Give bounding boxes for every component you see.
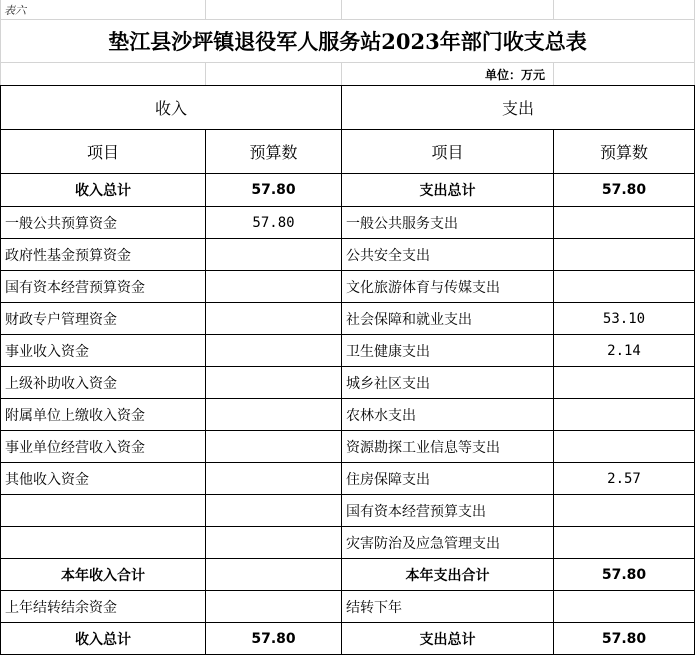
expense-value	[554, 367, 694, 398]
income-value	[206, 431, 341, 462]
expense-item: 文化旅游体育与传媒支出	[346, 279, 500, 296]
income-item: 财政专户管理资金	[5, 311, 117, 328]
income-value	[206, 463, 341, 494]
income-value	[206, 303, 341, 334]
income-item: 附属单位上缴收入资金	[5, 407, 145, 424]
gridline	[341, 0, 342, 19]
expense-item: 卫生健康支出	[346, 343, 430, 360]
income-value: 57.80	[252, 214, 295, 231]
gridline	[205, 0, 206, 19]
expense-total-value: 57.80	[601, 182, 647, 198]
year-income-total-label: 本年收入合计	[61, 567, 145, 584]
carry-forward-expense-value	[554, 591, 694, 622]
income-value	[206, 367, 341, 398]
income-value	[206, 335, 341, 366]
expense-value: 53.10	[602, 310, 646, 327]
expense-value	[554, 431, 694, 462]
income-item: 事业单位经营收入资金	[5, 439, 145, 456]
expense-value	[554, 495, 694, 526]
expense-item: 城乡社区支出	[346, 375, 430, 392]
income-total-value: 57.80	[251, 182, 296, 198]
income-grand-total-value: 57.80	[251, 630, 296, 647]
expense-value	[554, 239, 694, 270]
expense-item-header: 项目	[431, 143, 464, 162]
income-item	[1, 495, 205, 526]
page-title: 垫江县沙坪镇退役军人服务站2023年部门收支总表	[108, 29, 587, 54]
expense-item: 资源勘探工业信息等支出	[346, 439, 500, 456]
income-item-header: 项目	[86, 143, 119, 162]
income-item: 上级补助收入资金	[5, 375, 117, 392]
year-income-total-value	[206, 559, 341, 590]
unit-label: 单位：万元	[484, 67, 545, 82]
gridline	[205, 62, 206, 85]
income-value	[206, 527, 341, 558]
expense-grand-total-label: 支出总计	[419, 631, 476, 648]
income-value	[206, 495, 341, 526]
income-item	[1, 527, 205, 558]
expense-value: 2.57	[607, 470, 641, 487]
year-expense-total-label: 本年支出合计	[405, 567, 490, 584]
expense-item: 一般公共服务支出	[346, 215, 458, 232]
carry-forward-expense-label: 结转下年	[346, 599, 402, 616]
income-value	[206, 271, 341, 302]
income-item: 其他收入资金	[5, 471, 89, 488]
gridline	[553, 0, 554, 19]
expense-item: 农林水支出	[346, 407, 416, 424]
expense-total-label: 支出总计	[419, 183, 476, 199]
income-value	[206, 239, 341, 270]
year-expense-total-value: 57.80	[601, 566, 647, 583]
expense-value	[554, 527, 694, 558]
expense-item: 国有资本经营预算支出	[346, 503, 486, 520]
expense-value	[554, 399, 694, 430]
income-total-label: 收入总计	[75, 183, 131, 199]
expense-budget-header: 预算数	[599, 143, 648, 162]
income-item: 国有资本经营预算资金	[5, 279, 145, 296]
expense-value	[554, 207, 694, 238]
expense-item: 住房保障支出	[346, 471, 430, 488]
income-budget-header: 预算数	[249, 143, 298, 162]
income-value	[206, 399, 341, 430]
expense-item: 灾害防治及应急管理支出	[346, 535, 500, 552]
income-grand-total-label: 收入总计	[75, 631, 131, 648]
expense-item: 社会保障和就业支出	[346, 311, 472, 328]
expense-item: 公共安全支出	[346, 247, 430, 264]
expense-value	[554, 271, 694, 302]
sheet-label: 表六	[4, 3, 26, 17]
table-border	[0, 654, 695, 655]
gridline	[341, 62, 342, 85]
income-item: 事业收入资金	[5, 343, 89, 360]
income-item: 一般公共预算资金	[5, 215, 117, 232]
carry-over-income-value	[206, 591, 341, 622]
carry-over-income-label: 上年结转结余资金	[5, 599, 117, 616]
expense-section-header: 支出	[501, 99, 534, 118]
income-item: 政府性基金预算资金	[5, 247, 131, 264]
expense-grand-total-value: 57.80	[601, 630, 647, 647]
gridline	[0, 62, 695, 63]
income-section-header: 收入	[154, 99, 187, 118]
expense-value: 2.14	[607, 342, 641, 359]
